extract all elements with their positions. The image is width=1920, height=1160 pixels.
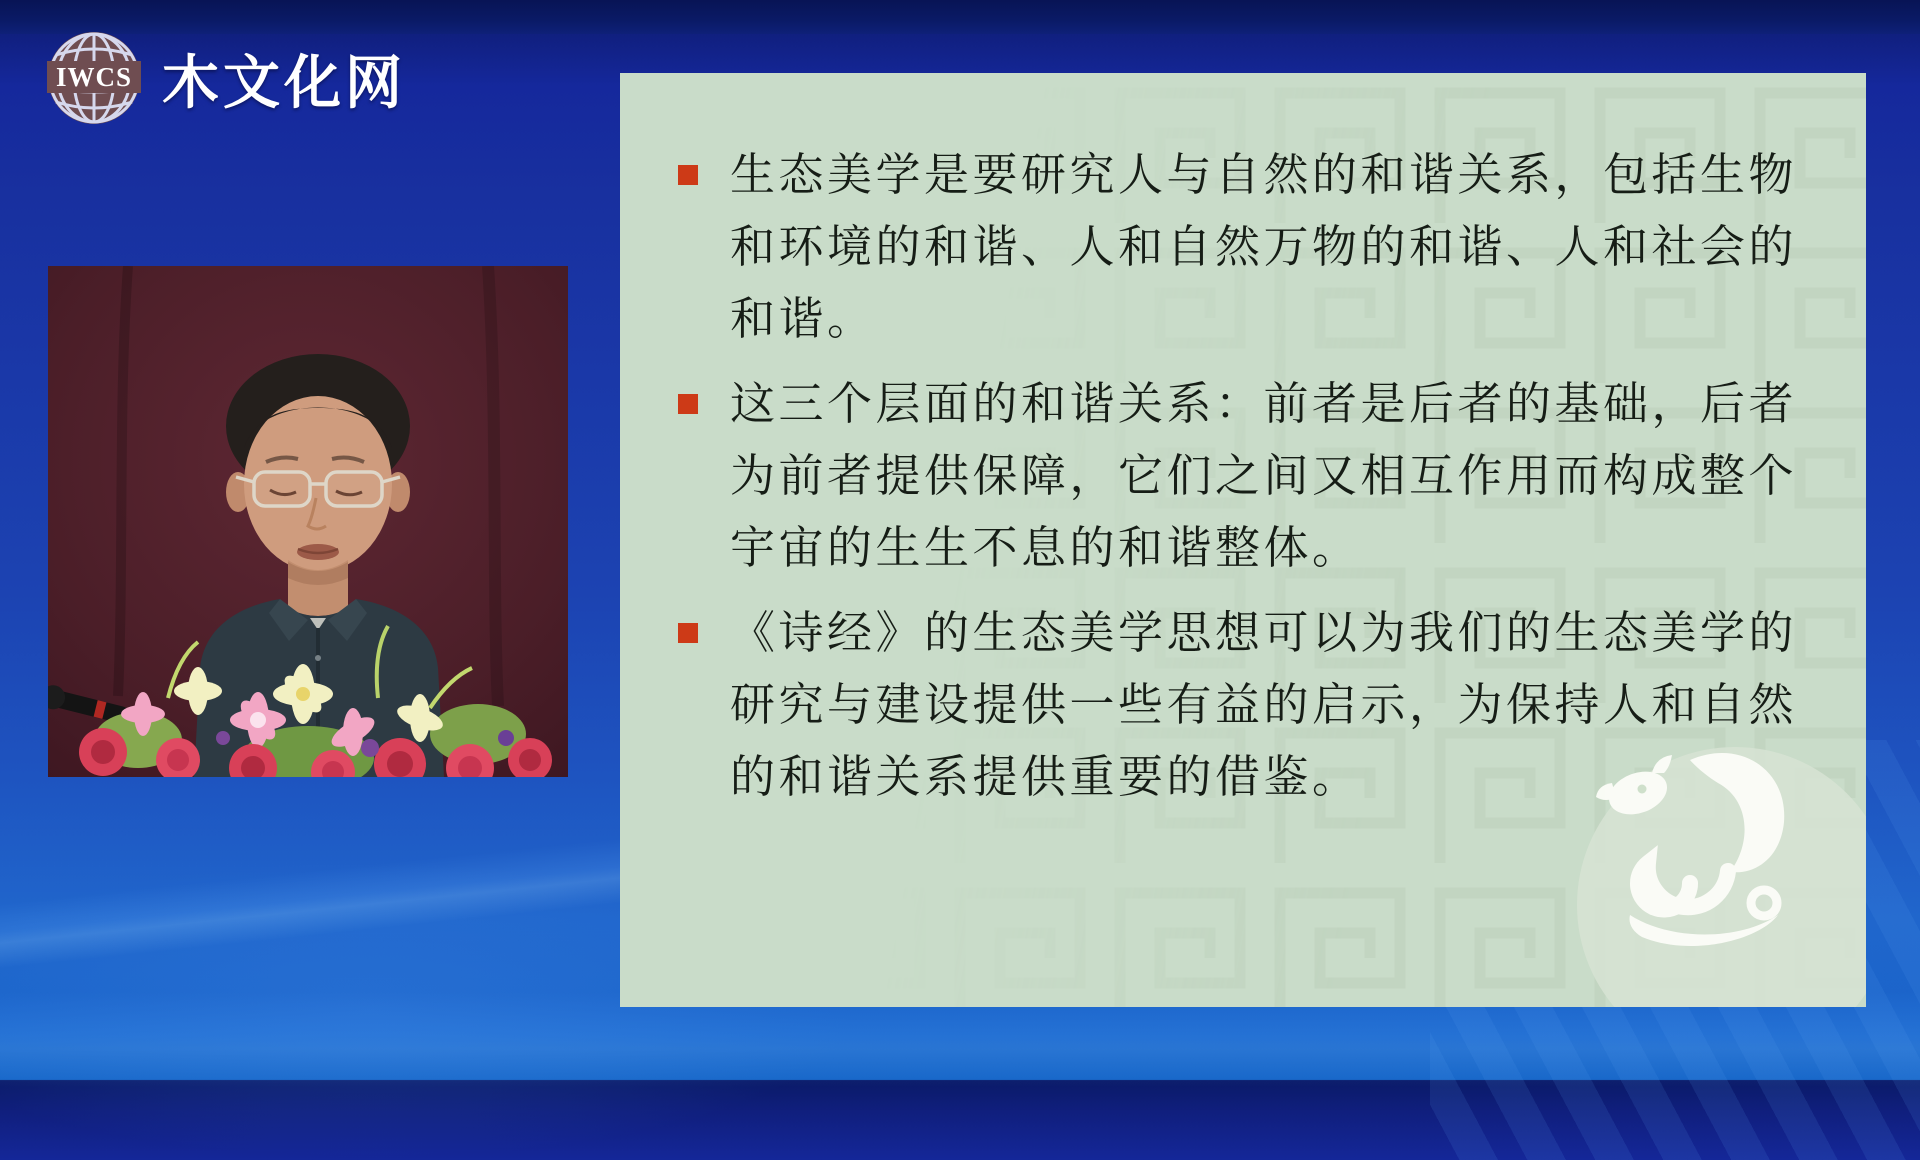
bullet-square-icon: [678, 623, 698, 643]
bullet-text-line: 生态美学是要研究人与自然的和谐关系，包括生物: [730, 150, 1798, 200]
bullet-text-line: 和谐。: [730, 294, 876, 344]
bullet-text-line: 这三个层面的和谐关系：前者是后者的基础，后者: [730, 379, 1798, 429]
top-dark-band: [0, 0, 1920, 34]
bullet-text-line: 为前者提供保障，它们之间又相互作用而构成整个: [730, 451, 1798, 501]
site-name: 木文化网: [162, 51, 406, 116]
bullet-text-line: 的和谐关系提供重要的借鉴。: [730, 752, 1361, 802]
presentation-slide: [620, 73, 1866, 1007]
bullet-item: [678, 368, 1838, 584]
slide-bullet-list: [678, 139, 1838, 826]
bullet-text-line: 《诗经》的生态美学思想可以为我们的生态美学的: [730, 608, 1798, 658]
bullet-text-line: 研究与建设提供一些有益的启示，为保持人和自然: [730, 680, 1798, 730]
channel-logo: [46, 30, 406, 126]
logo-acronym: IWCS: [55, 62, 133, 92]
bullet-text-line: 宇宙的生生不息的和谐整体。: [730, 523, 1361, 573]
bullet-item: [678, 139, 1838, 355]
bullet-square-icon: [678, 394, 698, 414]
speaker-video: [48, 266, 568, 777]
bullet-text-line: 和环境的和谐、人和自然万物的和谐、人和社会的: [730, 222, 1798, 272]
speaker-illustration: [48, 266, 568, 777]
globe-icon: [46, 30, 142, 126]
bullet-item: [678, 597, 1838, 813]
bullet-square-icon: [678, 165, 698, 185]
